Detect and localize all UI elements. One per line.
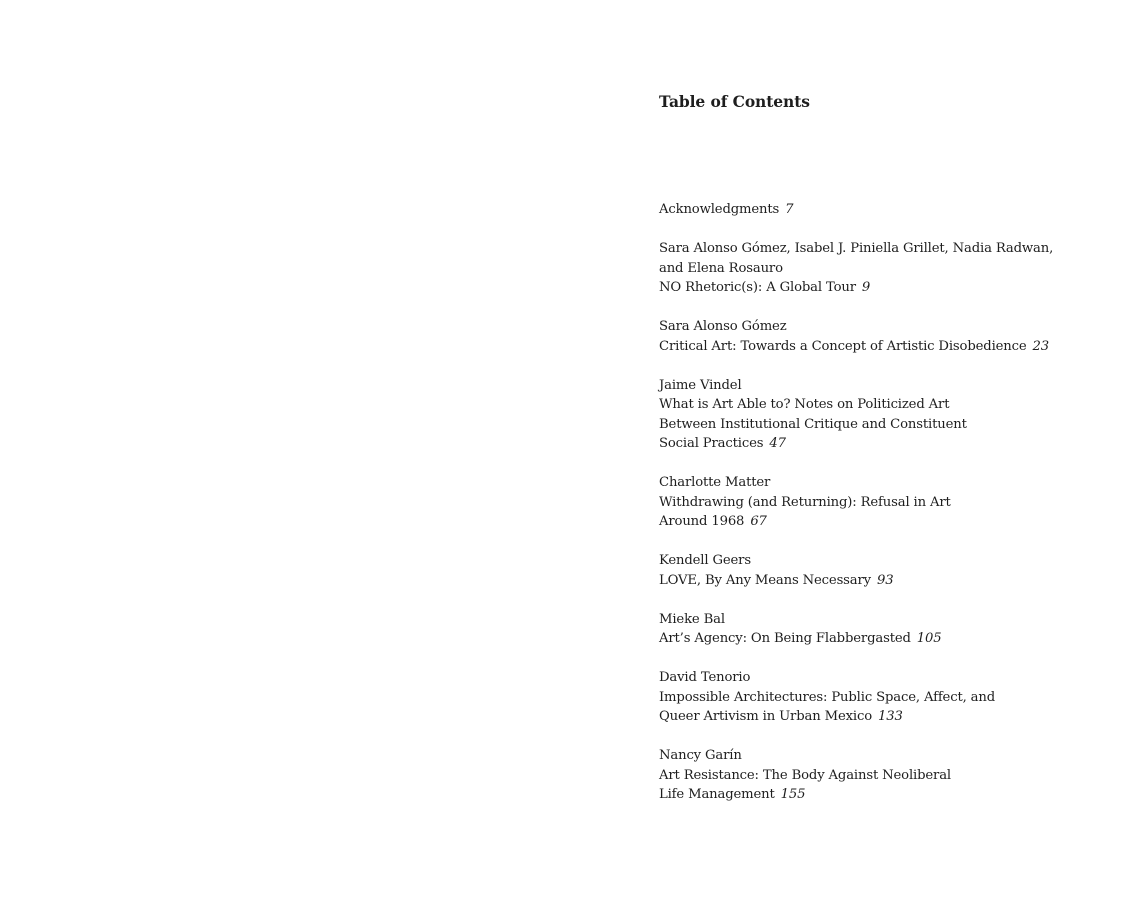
entry-author: Sara Alonso Gómez — [659, 319, 787, 334]
table-of-contents — [659, 90, 1099, 824]
entry-author: Charlotte Matter — [659, 475, 771, 490]
entry-author: Mieke Bal — [659, 611, 725, 627]
toc-entry — [659, 551, 1099, 590]
entry-title-text: Art Resistance: The Body Against Neoliberal — [659, 767, 951, 783]
entry-page-number: 105 — [916, 631, 942, 646]
entry-title-text: Social Practices — [659, 436, 764, 451]
entry-title — [659, 688, 1099, 708]
entry-title — [659, 512, 1099, 532]
entry-title — [659, 707, 1099, 727]
entry-title — [659, 493, 1099, 513]
toc-entry — [659, 239, 1099, 298]
entry-title — [659, 571, 1099, 591]
entry-title-text: Around 1968 — [659, 514, 745, 529]
entry-title-text: NO Rhetoric(s): A Global Tour — [659, 280, 856, 295]
page-title: Table of Contents — [659, 92, 810, 111]
entry-author: Kendell Geers — [659, 553, 751, 568]
toc-entry — [659, 376, 1099, 454]
entry-title-text: Acknowledgments — [659, 202, 780, 217]
entry-title — [659, 337, 1099, 357]
entry-title — [659, 200, 1099, 220]
entry-page-number: 67 — [750, 514, 767, 529]
entry-title-text: Withdrawing (and Returning): Refusal in Art — [659, 494, 951, 510]
entry-title — [659, 415, 1099, 435]
entry-author: Sara Alonso Gómez, Isabel J. Piniella Grillet, Nadia Radwan, — [659, 241, 1054, 256]
entry-author: and Elena Rosauro — [659, 260, 783, 276]
entry-author: Jaime Vindel — [659, 377, 742, 393]
entry-title — [659, 278, 1099, 298]
entry-page-number: 155 — [780, 787, 806, 802]
entry-page-number: 9 — [861, 280, 871, 295]
entry-page-number: 93 — [876, 572, 894, 588]
entry-title — [659, 629, 1099, 649]
entry-page-number: 7 — [785, 202, 794, 217]
entry-page-number: 133 — [878, 709, 903, 724]
entry-title — [659, 434, 1099, 454]
toc-entry — [659, 668, 1099, 727]
toc-entry — [659, 473, 1099, 532]
entry-title-text: Impossible Architectures: Public Space, Affect, and — [659, 689, 996, 705]
entry-title-text: Queer Artivism in Urban Mexico — [659, 709, 872, 724]
entry-title — [659, 766, 1099, 786]
entry-title — [659, 785, 1099, 805]
toc-entries — [659, 200, 1099, 805]
entry-title-text: Between Institutional Critique and Constituent — [659, 416, 967, 432]
entry-page-number: 23 — [1032, 338, 1050, 354]
entry-title-text: What is Art Able to? Notes on Politicized Art — [659, 397, 950, 412]
entry-title — [659, 395, 1099, 415]
toc-entry — [659, 746, 1099, 805]
entry-title-text: Critical Art: Towards a Concept of Artistic Disobedience — [659, 338, 1027, 354]
toc-entry — [659, 317, 1099, 356]
entry-author: Nancy Garín — [659, 748, 742, 763]
entry-author: David Tenorio — [659, 670, 751, 685]
entry-title-text: Life Management — [659, 787, 775, 802]
entry-title-text: Art’s Agency: On Being Flabbergasted — [659, 631, 911, 646]
toc-entry — [659, 200, 1099, 220]
toc-entry — [659, 610, 1099, 649]
entry-title-text: LOVE, By Any Means Necessary — [659, 572, 871, 588]
entry-page-number: 47 — [769, 436, 786, 451]
